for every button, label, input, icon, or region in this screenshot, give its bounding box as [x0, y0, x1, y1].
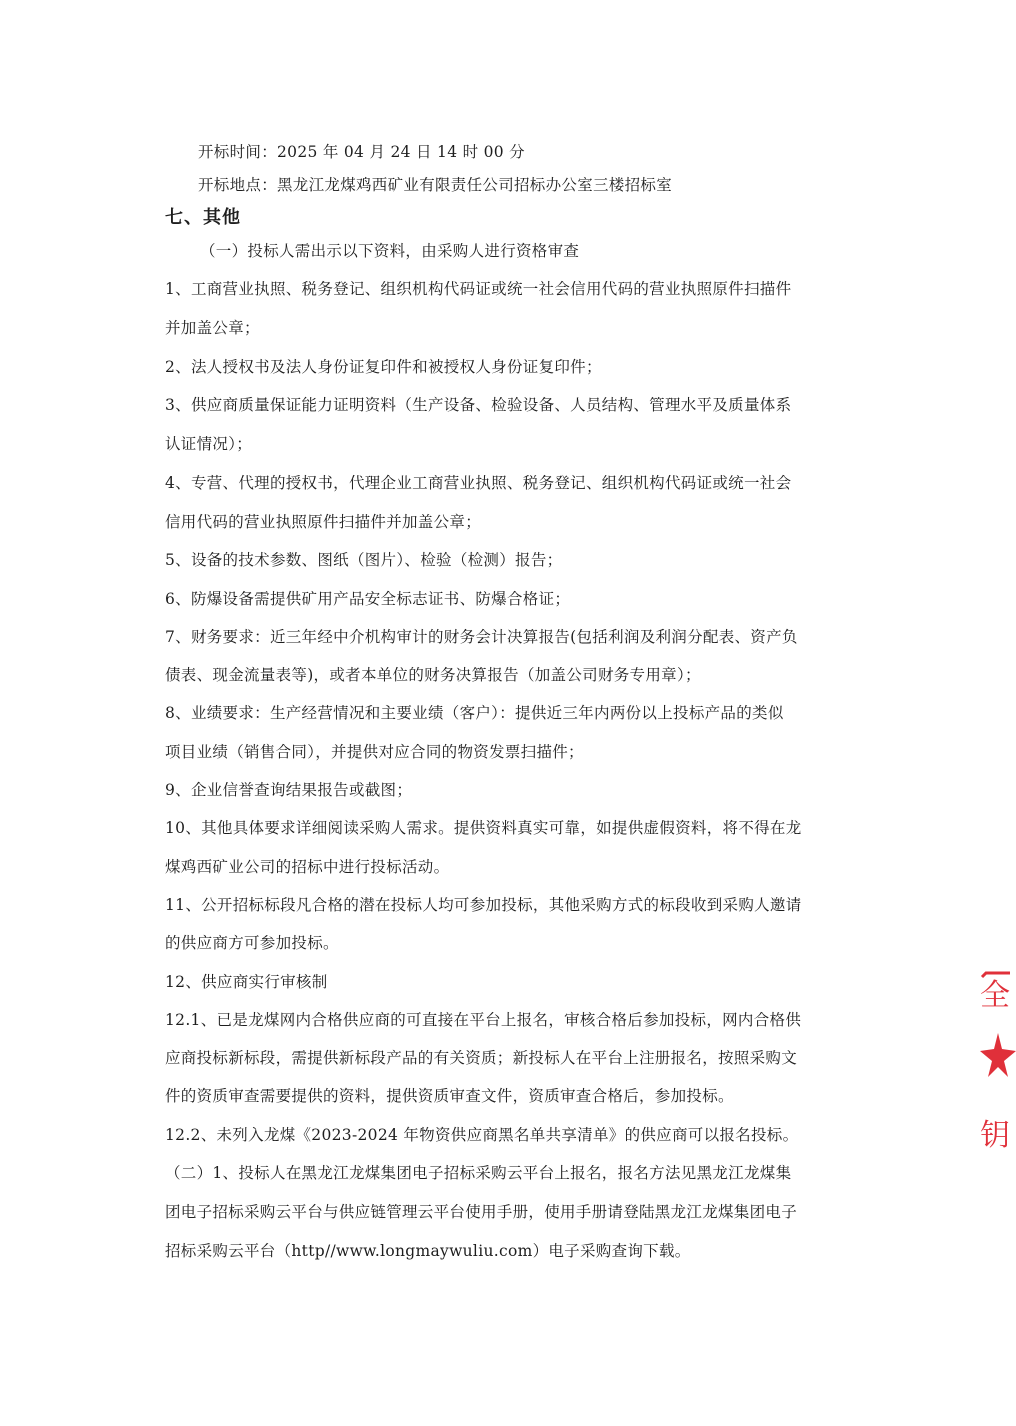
sub-heading: （一）投标人需出示以下资料，由采购人进行资格审查 [200, 242, 580, 260]
svg-text:全: 全 [980, 978, 1010, 1013]
text-line: 信用代码的营业执照原件扫描件并加盖公章； [165, 513, 482, 531]
text-line: 项目业绩（销售合同），并提供对应合同的物资发票扫描件； [165, 743, 584, 761]
text-line: 1、工商营业执照、税务登记、组织机构代码证或统一社会信用代码的营业执照原件扫描件 [165, 280, 792, 298]
text-line: 5、设备的技术参数、图纸（图片）、检验（检测）报告； [165, 551, 563, 569]
text-line: 债表、现金流量表等)，或者本单位的财务决算报告（加盖公司财务专用章）； [165, 666, 701, 684]
text-line: 12、供应商实行审核制 [165, 973, 328, 991]
text-line: 2、法人授权书及法人身份证复印件和被授权人身份证复印件； [165, 358, 602, 376]
section-heading: 七、其他 [165, 207, 241, 228]
opening-time: 开标时间：2025 年 04 月 24 日 14 时 00 分 [198, 143, 525, 161]
text-line: 8、业绩要求：生产经营情况和主要业绩（客户）：提供近三年内两份以上投标产品的类似 [165, 704, 784, 722]
text-line: 团电子招标采购云平台与供应链管理云平台使用手册，使用手册请登陆黑龙江龙煤集团电子 [165, 1203, 798, 1221]
text-line: 的供应商方可参加投标。 [165, 934, 339, 952]
text-line: 件的资质审查需要提供的资料，提供资质审查文件，资质审查合格后，参加投标。 [165, 1087, 734, 1105]
opening-place: 开标地点：黑龙江龙煤鸡西矿业有限责任公司招标办公室三楼招标室 [198, 176, 673, 194]
text-line: 4、专营、代理的授权书，代理企业工商营业执照、税务登记、组织机构代码证或统一社会 [165, 474, 792, 492]
text-line: 11、公开招标标段凡合格的潜在投标人均可参加投标，其他采购方式的标段收到采购人邀请 [165, 896, 802, 914]
seal-graphic [976, 965, 1016, 1165]
text-line: 6、防爆设备需提供矿用产品安全标志证书、防爆合格证； [165, 590, 571, 608]
text-line: 煤鸡西矿业公司的招标中进行投标活动。 [165, 858, 450, 876]
text-line: 招标采购云平台（http//www.longmaywuliu.com）电子采购查询下载。 [165, 1242, 691, 1260]
text-line: 12.1、已是龙煤网内合格供应商的可直接在平台上报名，审核合格后参加投标，网内合格供 [165, 1011, 802, 1029]
red-seal-stamp [976, 965, 1010, 1165]
text-line: （二）1、投标人在黑龙江龙煤集团电子招标采购云平台上报名，报名方法见黑龙江龙煤集 [165, 1164, 792, 1182]
text-line: 10、其他具体要求详细阅读采购人需求。提供资料真实可靠，如提供虚假资料，将不得在龙 [165, 819, 802, 837]
text-line: 应商投标新标段，需提供新标段产品的有关资质；新投标人在平台上注册报名，按照采购文 [165, 1049, 798, 1067]
text-line: 7、财务要求：近三年经中介机构审计的财务会计决算报告(包括利润及利润分配表、资产负 [165, 628, 798, 646]
text-line: 认证情况）； [165, 435, 253, 453]
text-line: 并加盖公章； [165, 319, 260, 337]
text-line: 12.2、未列入龙煤《2023-2024 年物资供应商黑名单共享清单》的供应商可以报名投标。 [165, 1126, 799, 1144]
text-line: 3、供应商质量保证能力证明资料（生产设备、检验设备、人员结构、管理水平及质量体系 [165, 396, 792, 414]
text-line: 9、企业信誉查询结果报告或截图； [165, 781, 413, 799]
svg-text:钥: 钥 [980, 1118, 1010, 1153]
